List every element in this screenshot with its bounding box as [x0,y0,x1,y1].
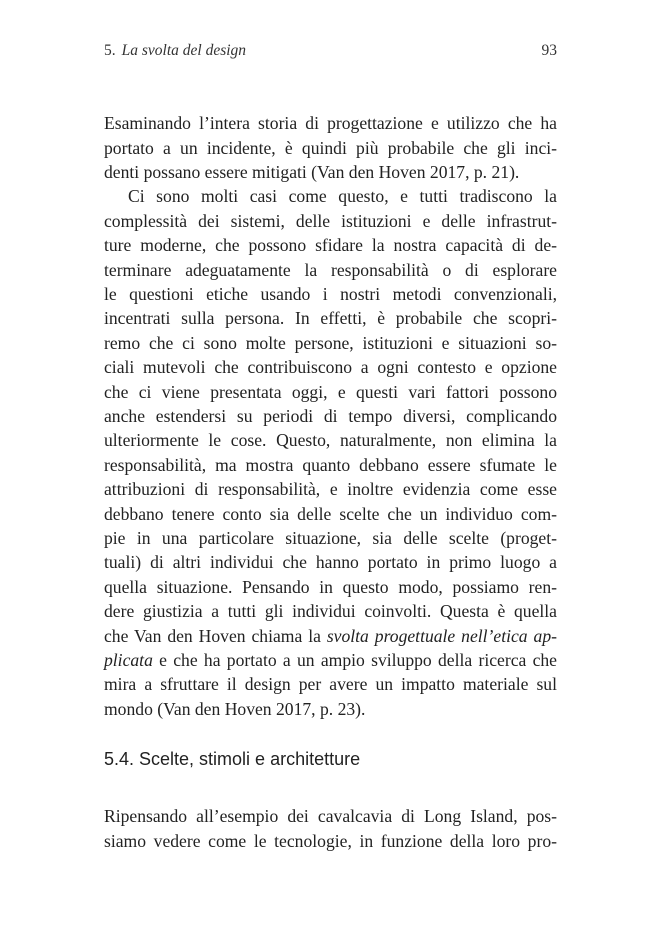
text-line: complessità dei sistemi, delle istituzioni e delle infrastrut- [104,211,557,231]
text-run: che Van den Hoven chiama la [104,626,327,646]
text-line: Esaminando l’intera storia di progettazione e utilizzo che ha [104,113,557,133]
text-line: denti possano essere mitigati (Van den Hoven 2017, p. 21). [104,162,520,182]
text-line: Ripensando all’esempio dei cavalcavia di Long Island, pos- [104,806,557,826]
text-line: ciali mutevoli che contribuiscono a ogni contesto e opzione [104,357,557,377]
text-line: mondo (Van den Hoven 2017, p. 23). [104,699,366,719]
chapter-number: 5. [104,42,116,59]
text-line: incentrati sulla persona. In effetti, è probabile che scopri- [104,308,557,328]
text-line: ulteriormente le cose. Questo, naturalmente, non elimina la [104,430,557,450]
text-line: remo che ci sono molte persone, istituzioni e situazioni so- [104,333,557,353]
text-line: quella situazione. Pensando in questo modo, possiamo ren- [104,577,557,597]
text-line: responsabilità, ma mostra quanto debbano essere sfumate le [104,455,557,475]
text-line: terminare adeguatamente la responsabilità o di esplorare [104,260,557,280]
text-line: che ci viene presentata oggi, e questi vari fattori possono [104,382,557,402]
text-line [104,648,557,673]
chapter-title [104,42,246,60]
text-line: le questioni etiche usando i nostri metodi convenzionali, [104,284,557,304]
italic-term: plicata [104,650,153,670]
section-heading: 5.4. Scelte, stimoli e architetture [104,749,361,769]
text-line: debbano tenere conto sia delle scelte che un individuo com- [104,504,557,524]
text-line: Ci sono molti casi come questo, e tutti tradiscono la [128,186,557,206]
text-line: tuali) di altri individui che hanno portato in primo luogo a [104,552,557,572]
text-line: anche estendersi su periodi di tempo diversi, complicando [104,406,557,426]
text-line: mira a sfruttare il design per avere un impatto materiale sul [104,674,557,694]
italic-term: svolta progettuale nell’etica ap- [326,626,557,646]
text-run: e che ha portato a un ampio sviluppo della ricerca che [152,650,557,670]
running-header [104,42,557,66]
text-line: siamo vedere come le tecnologie, in funzione della loro pro- [104,831,557,851]
text-line: ture moderne, che possono sfidare la nostra capacità di de- [104,235,557,255]
text-line: dere giustizia a tutti gli individui coinvolti. Questa è quella [104,601,557,621]
text-line: pie in una particolare situazione, sia delle scelte (proget- [104,528,557,548]
text-line: attribuzioni di responsabilità, e inoltre evidenzia come esse [104,479,557,499]
page-number: 93 [541,42,557,59]
text-line: portato a un incidente, è quindi più probabile che gli inci- [104,138,557,158]
chapter-title-text: La svolta del design [121,42,247,59]
text-line [104,624,557,649]
